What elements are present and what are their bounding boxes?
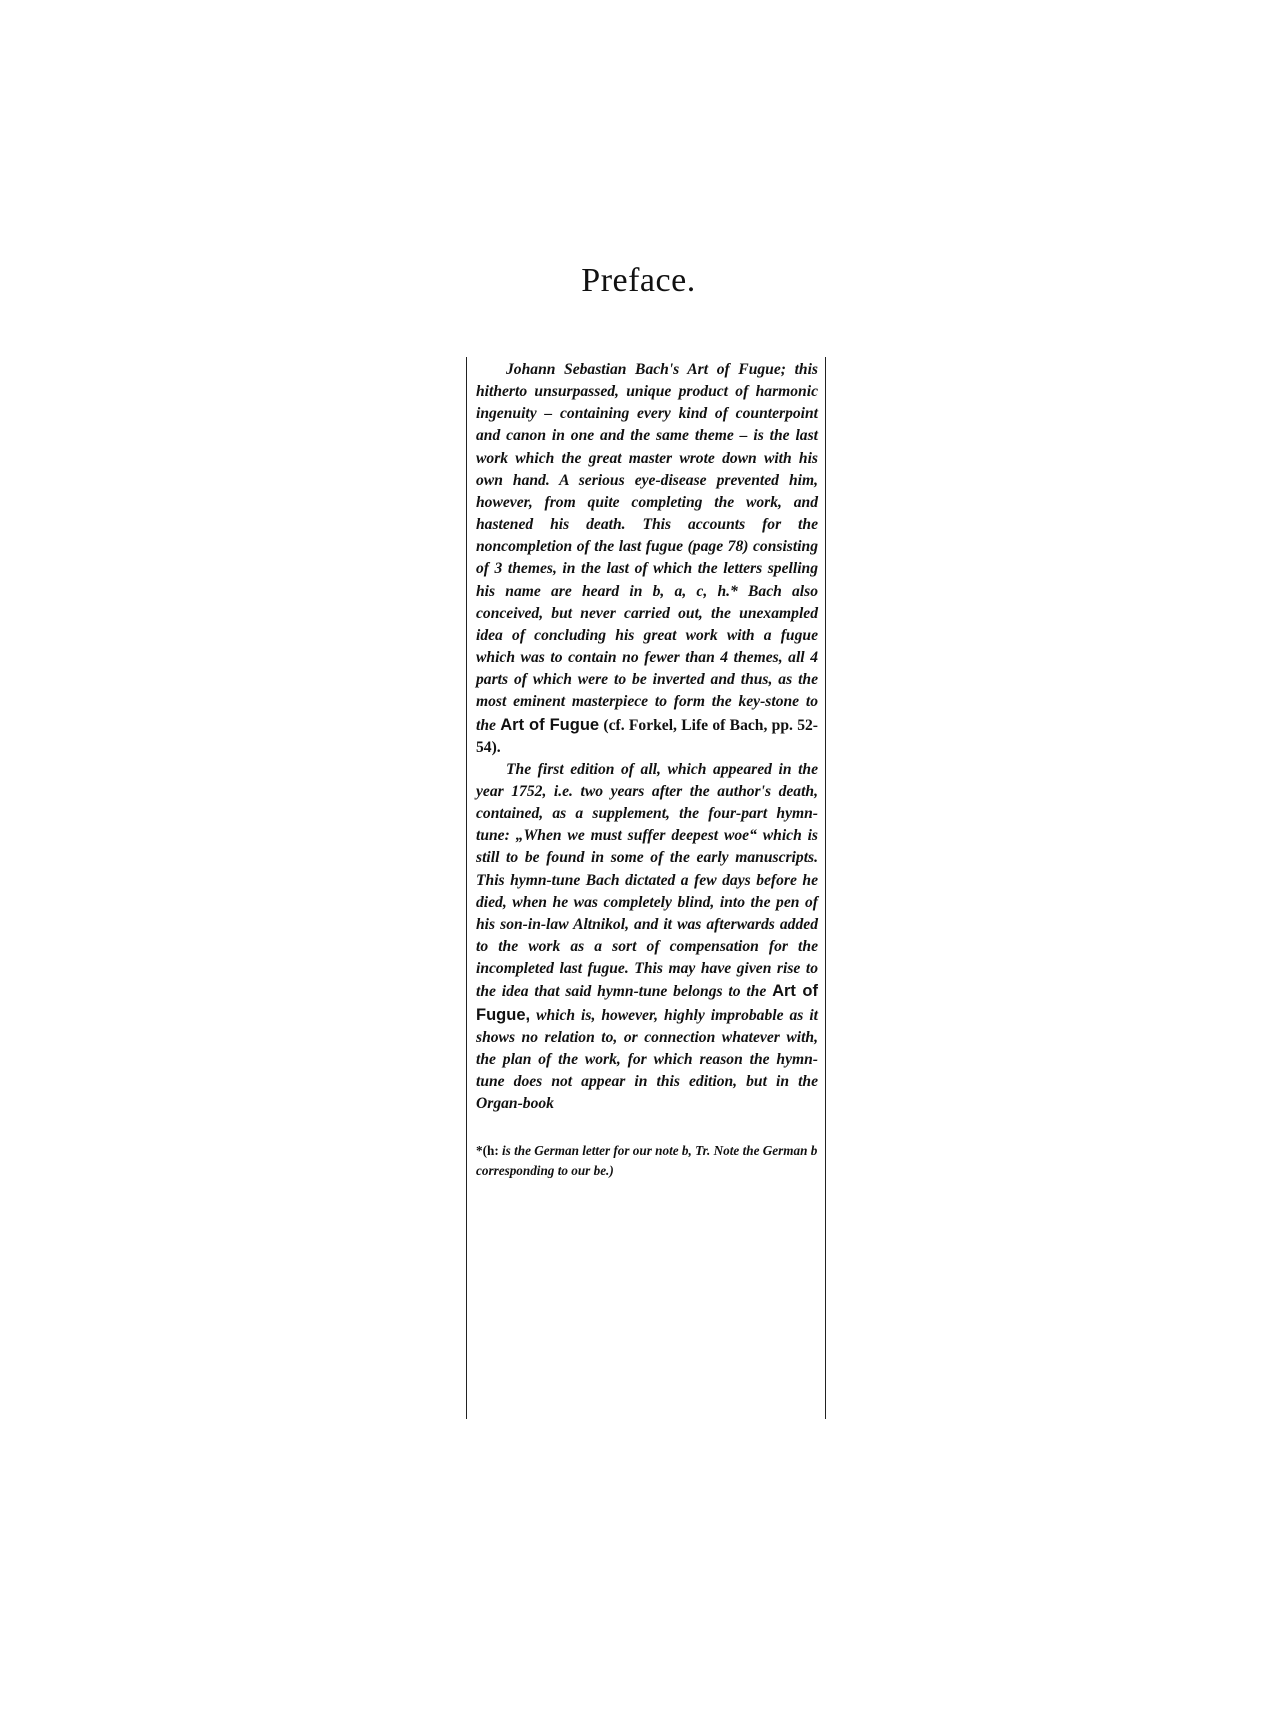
forkel-citation: (cf. Forkel, Life of Bach, pp. 52-54). <box>476 716 818 756</box>
footnote <box>476 1141 818 1181</box>
paragraph-1-text: Johann Sebastian Bach's Art of Fugue; this hitherto unsurpassed, unique product of harmonic ingenuity – containing every kind of counterpoint and canon in one and the same theme – is the last work which the great master wrote down with his own hand. A serious eye-disease prevented him, however, from quite completing the work, and hastened his death. This accounts for the noncompletion of the last fugue (page 78) consisting of 3 themes, in the last of which the letters spelling his name are heard in b, a, c, h.* Bach also conceived, but never carried out, the unexampled idea of concluding his great work with a fugue which was to contain no fewer than 4 themes, all 4 parts of which were to be inverted and thus, as the most eminent masterpiece to form the key-stone to the <box>476 361 818 734</box>
preface-text-column <box>466 357 826 1419</box>
art-of-fugue-title-1: Art of Fugue <box>500 715 600 734</box>
page-title: Preface. <box>581 262 696 299</box>
footnote-marker: *(h: <box>476 1143 499 1159</box>
preface-paragraph-2 <box>476 759 818 1116</box>
art-of-fugue-title-2: Art of Fugue, <box>476 982 818 1024</box>
footnote-text: is the German letter for our note b, Tr. Note the German b corresponding to our be.) <box>476 1143 818 1179</box>
paragraph-2-text-after: which is, however, highly improbable as it shows no relation to, or connection whatever with, the plan of the work, for which reason the hymn-tune does not appear in this edition, but in the Organ-book <box>476 1006 818 1113</box>
preface-paragraph-1 <box>476 359 818 759</box>
paragraph-2-text-before: The first edition of all, which appeared in the year 1752, i.e. two years after the author's death, contained, as a supplement, the four-part hymn-tune: „When we must suffer deepest woe“ which is still to be found in some of the early manuscripts. This hymn-tune Bach dictated a few days before he died, when he was completely blind, into the pen of his son-in-law Altnikol, and it was afterwards added to the work as a sort of compensation for the incompleted last fugue. This may have given rise to the idea that said hymn-tune belongs to the <box>476 760 818 1001</box>
